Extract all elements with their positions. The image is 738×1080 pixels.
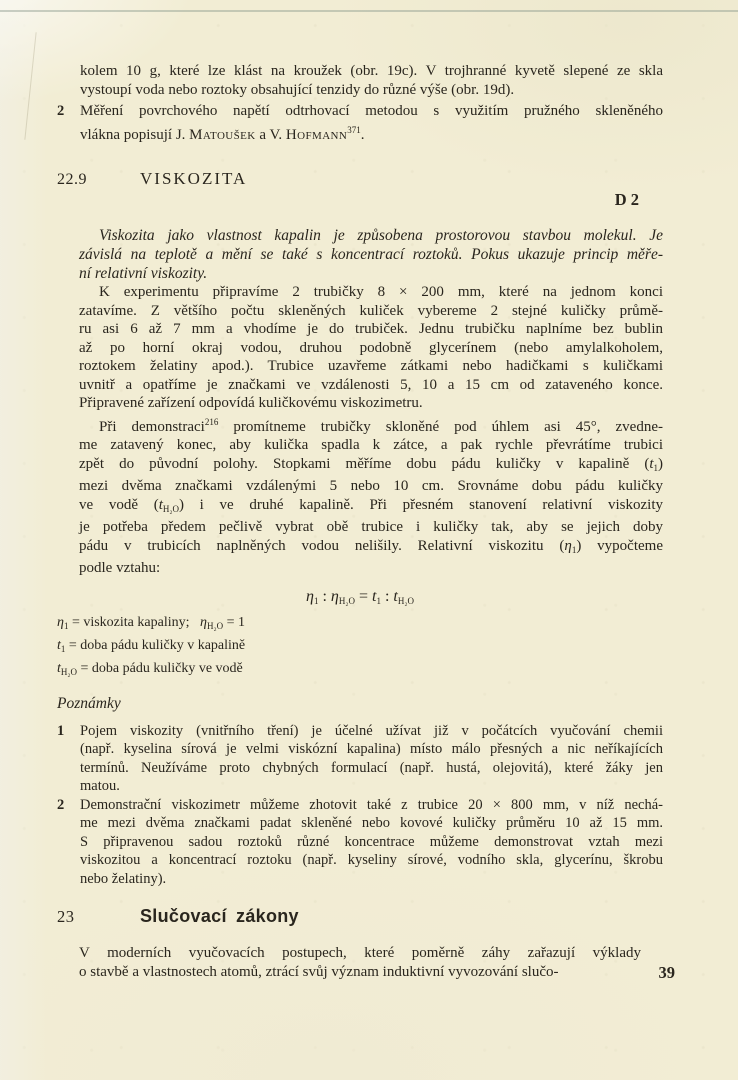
text-line: zatavíme. Z většího počtu skleněných kuliček vybereme 2 stejné kuličky průmě- bbox=[79, 302, 663, 319]
text-line: podle vztahu: bbox=[79, 560, 161, 576]
text-line: V moderních vyučovacích postupech, které poměrně záhy zařazují výklady bbox=[79, 945, 641, 961]
text-line: vystoupí voda nebo roztoky obsahující tenzidy do různé výše (obr. 19d). bbox=[80, 82, 515, 98]
viscosity-formula: $\eta_1$ : $\eta_{H_2O} = t_1$ : $t_{H_2O}$ bbox=[306, 587, 414, 606]
section-title: VISKOZITA bbox=[140, 169, 248, 188]
text-line: je potřeba předem pečlivě vybrat obě trubice i kuličky tak, aby se jejich doby bbox=[79, 519, 663, 535]
definition-th2o: $t_{H_2O}$ = doba pádu kuličky ve vodě bbox=[57, 660, 243, 677]
section-number: 22.9 bbox=[57, 171, 87, 188]
definition-eta: $\eta_1$ = viskozita kapaliny; $\eta_{H_2O} = 1$ bbox=[57, 614, 245, 631]
text-line: Měření povrchového napětí odtrhovací metodou s využitím pružného skleněného bbox=[80, 103, 663, 119]
text-line: K experimentu připravíme 2 trubičky 8 × 200 mm, které na jednom konci bbox=[99, 284, 663, 300]
page-number: 39 bbox=[658, 963, 675, 982]
section-label-d2: D 2 bbox=[614, 190, 639, 209]
text-line: kolem 10 g, které lze klást na kroužek (obr. 19c). V trojhranné kyvetě slepené ze skla bbox=[80, 63, 663, 79]
page-content bbox=[57, 62, 675, 982]
text-line: až po horní okraj vodou, druhou podobně glycerínem (nebo amylalkoholem, bbox=[79, 339, 663, 356]
intro-italic-paragraph bbox=[79, 226, 663, 283]
text-line: (např. kyselina sírová je velmi viskózní kapalina) místo málo přesných a nic neříkajících bbox=[80, 741, 663, 757]
text-line: viskozitou a koncentrací roztoku (např. kyseliny sírové, vodního skla, glycerínu, škrobu bbox=[80, 852, 663, 868]
scan-edge-line bbox=[0, 10, 738, 12]
text-line: Připravené zařízení odpovídá kuličkovému viskozimetru. bbox=[79, 395, 423, 411]
text-line: Viskozita jako vlastnost kapalin je způsobena prostorovou stavbou molekul. Je bbox=[99, 227, 663, 244]
text-line: Demonstrační viskozimetr můžeme zhotovit také z trubice 20 × 800 mm, v níž nechá- bbox=[80, 796, 663, 813]
closing-paragraph bbox=[79, 944, 675, 982]
note-number: 1 bbox=[57, 722, 65, 739]
note-text bbox=[80, 796, 663, 889]
text-line: Při demonstraci$^{216}$ promítneme trubičky skloněné pod úhlem asi 45°, zvedne- bbox=[99, 416, 663, 435]
text-line: vlákna popisují J. Matoušek a V. Hofmann$^{371}$. bbox=[80, 125, 365, 143]
note-number: 2 bbox=[57, 796, 65, 813]
paragraph-experiment-setup bbox=[79, 283, 663, 413]
footnote-item-2 bbox=[57, 102, 663, 145]
note-text bbox=[80, 722, 663, 796]
definition-t1: $t_1$ = doba pádu kuličky v kapalině bbox=[57, 637, 246, 654]
text-line: závislá na teplotě a mění se také s koncentrací roztoků. Pokus ukazuje princip měře- bbox=[79, 246, 663, 263]
note-item-1 bbox=[57, 722, 663, 796]
text-line: me zatavený konec, aby kulička spadla k zátce, a pak rychle převrátíme trubici bbox=[79, 437, 663, 453]
text-line: ru asi 6 až 7 mm a vhodíme je do trubiček. Jednu trubičku naplníme bez bublin bbox=[79, 321, 663, 337]
text-line: uvnitř a opatříme je značkami ve vzdálenosti 5, 10 a 15 cm od zataveného konce. bbox=[79, 376, 663, 393]
next-section-number: 23 bbox=[57, 907, 75, 926]
section-heading bbox=[57, 169, 663, 190]
formula-definitions bbox=[57, 613, 663, 682]
text-line: nebo želatiny). bbox=[80, 870, 167, 887]
text-line: roztokem želatiny apod.). Trubice uzavřeme zátkami nebo hadičkami s kuličkami bbox=[79, 358, 663, 374]
text-line: o stavbě a vlastnostech atomů, ztrácí svůj význam induktivní vyvozování slučo- bbox=[79, 964, 559, 980]
text-line: matou. bbox=[80, 778, 120, 794]
paper-crease bbox=[24, 32, 36, 140]
footnote-block bbox=[57, 62, 663, 145]
text-line: S připravenou sadou roztoků různé koncentrace můžeme demonstrovat vztah mezi bbox=[80, 833, 663, 850]
paragraph-demonstration bbox=[79, 413, 663, 578]
text-line: mezi dvěma značkami vzdálenými 5 nebo 10 cm. Srovnáme dobu pádu kuličky bbox=[79, 478, 663, 494]
text-line: ve vodě $(t_{H_2O})$ i ve druhé kapalině. Při přesném stanovení relativní viskozity bbox=[79, 496, 663, 514]
next-section-title: Slučovací zákony bbox=[140, 906, 299, 926]
text-line: Pojem viskozity (vnitřního tření) je účelné užívat již v počátcích vyučování chemii bbox=[80, 722, 663, 739]
footnote-number: 2 bbox=[57, 103, 65, 119]
next-section-heading bbox=[57, 904, 663, 930]
footnote-continuation bbox=[57, 62, 663, 100]
note-item-2 bbox=[57, 796, 663, 889]
notes-heading: Poznámky bbox=[57, 694, 121, 712]
text-line: pádu v trubicích naplněných vodou nelišily. Relativní viskozitu $(\eta_1)$ vypočteme bbox=[79, 537, 663, 555]
text-line: ní relativní viskozity. bbox=[79, 265, 208, 282]
footnote-text bbox=[80, 102, 663, 145]
text-line: termínů. Neužíváme proto chybných formulací (např. hustá, olejovitá), které žáky jen bbox=[80, 759, 663, 776]
text-line: me mezi dvěma značkami padat skleněné nebo kovové kuličky průměru 10 až 15 mm. bbox=[80, 815, 663, 831]
text-line: zpět do původní polohy. Stopkami měříme dobu pádu kuličky v kapalině $(t_1)$ bbox=[79, 455, 663, 473]
